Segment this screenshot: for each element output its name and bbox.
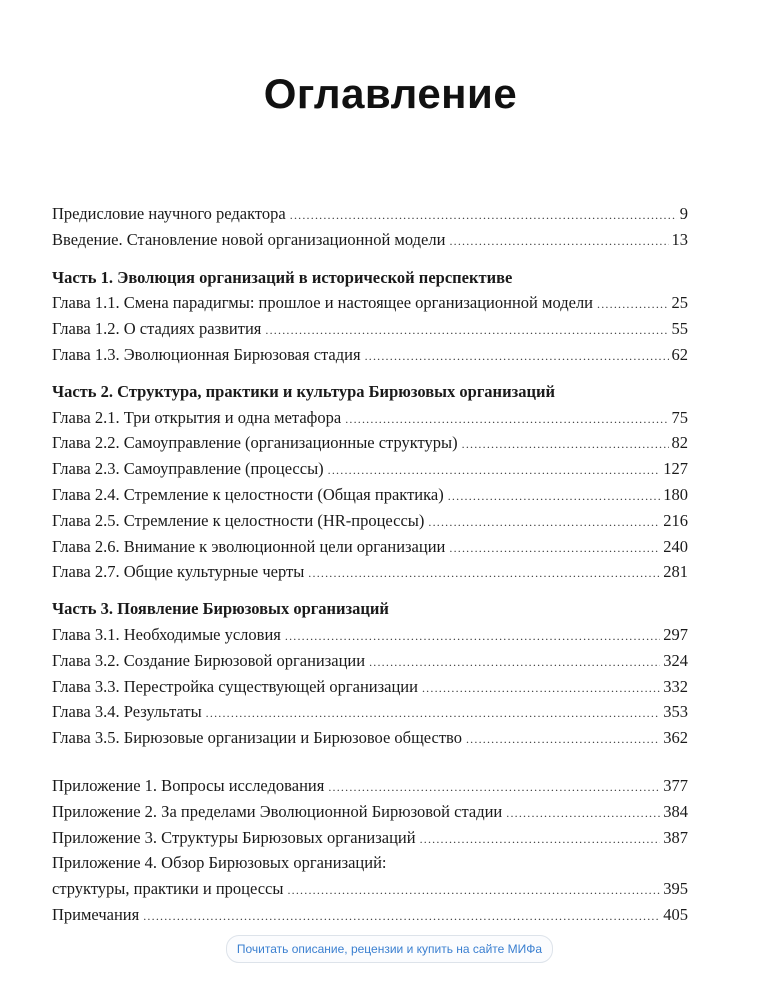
toc-entry-preface[interactable] <box>52 201 688 227</box>
toc-entry-title: Глава 2.7. Общие культурные черты <box>52 562 305 582</box>
toc-entry-chapter[interactable] <box>52 456 688 482</box>
toc-entry-title: Глава 1.1. Смена парадигмы: прошлое и настоящее организационной модели <box>52 293 594 313</box>
toc-entry-title: Введение. Становление новой организационной модели <box>52 229 446 249</box>
toc-entry-title: Предисловие научного редактора <box>52 204 286 223</box>
leader-dots <box>449 227 668 253</box>
toc-entry-title: Глава 3.2. Создание Бирюзовой организации <box>52 650 366 670</box>
toc-entry-title: Глава 1.3. Эволюционная Бирюзовая стадия <box>52 344 361 364</box>
leader-dots <box>597 290 668 316</box>
toc-entry-chapter[interactable] <box>52 316 688 342</box>
toc-entry-chapter[interactable] <box>52 290 688 316</box>
toc-entry-page: 127 <box>663 459 688 479</box>
toc-entry-title: Глава 2.6. Внимание к эволюционной цели организации <box>52 536 446 556</box>
toc-entry-chapter[interactable] <box>52 674 688 700</box>
toc-entry-title: Глава 2.5. Стремление к целостности (HR-процессы) <box>52 510 425 530</box>
leader-dots <box>365 342 669 368</box>
toc-entry-page: 353 <box>663 702 688 722</box>
toc-entry-page: 332 <box>663 676 688 696</box>
toc-entry-chapter[interactable] <box>52 699 688 725</box>
table-of-contents <box>52 201 688 928</box>
toc-entry-title: Глава 3.5. Бирюзовые организации и Бирюзовое общество <box>52 728 462 748</box>
toc-entry-appendix-4-line-1[interactable]: Приложение 4. Обзор Бирюзовых организаций: <box>52 853 387 873</box>
toc-entry-chapter[interactable] <box>52 559 688 585</box>
leader-dots <box>345 405 668 431</box>
toc-entry-chapter[interactable] <box>52 405 688 431</box>
part-3-heading: Часть 3. Появление Бирюзовых организаций <box>52 599 389 619</box>
toc-entry-page: 62 <box>671 344 688 364</box>
toc-entry-title: Глава 3.3. Перестройка существующей организации <box>52 676 418 696</box>
toc-entry-chapter[interactable] <box>52 534 688 560</box>
toc-entry-page: 405 <box>663 904 688 924</box>
toc-entry-page: 55 <box>671 319 688 339</box>
toc-entry-title: Глава 2.4. Стремление к целостности (Общая практика) <box>52 484 444 504</box>
toc-entry-appendix[interactable] <box>52 773 688 799</box>
toc-entry-title: Приложение 1. Вопросы исследования <box>52 775 325 795</box>
toc-entry-page: 395 <box>663 879 688 899</box>
toc-entry-title: Приложение 2. За пределами Эволюционной Бирюзовой стадии <box>52 801 503 821</box>
toc-entry-notes[interactable] <box>52 902 688 928</box>
leader-dots <box>290 201 677 227</box>
toc-entry-chapter[interactable] <box>52 725 688 751</box>
leader-dots <box>420 825 661 851</box>
toc-entry-page: 281 <box>663 562 688 582</box>
toc-entry-title: Глава 2.2. Самоуправление (организационные структуры) <box>52 433 458 453</box>
toc-entry-page: 82 <box>671 433 688 453</box>
toc-entry-page: 180 <box>663 484 688 504</box>
toc-entry-title: структуры, практики и процессы <box>52 879 284 899</box>
toc-entry-page: 13 <box>671 229 688 249</box>
toc-entry-title: Глава 2.1. Три открытия и одна метафора <box>52 407 342 427</box>
toc-entry-page: 387 <box>663 827 688 847</box>
part-1-heading: Часть 1. Эволюция организаций в исторической перспективе <box>52 267 513 287</box>
leader-dots <box>328 773 660 799</box>
toc-entry-chapter[interactable] <box>52 508 688 534</box>
leader-dots <box>285 622 660 648</box>
toc-entry-title: Глава 3.4. Результаты <box>52 702 202 722</box>
leader-dots <box>265 316 668 342</box>
toc-entry-page: 9 <box>679 204 688 223</box>
toc-entry-chapter[interactable] <box>52 648 688 674</box>
toc-entry-chapter[interactable] <box>52 430 688 456</box>
leader-dots <box>448 482 661 508</box>
leader-dots <box>369 648 660 674</box>
toc-entry-title: Примечания <box>52 904 140 924</box>
leader-dots <box>422 674 660 700</box>
toc-entry-appendix[interactable] <box>52 799 688 825</box>
toc-entry-title: Глава 1.2. О стадиях развития <box>52 319 262 339</box>
toc-entry-title: Глава 2.3. Самоуправление (процессы) <box>52 459 324 479</box>
toc-entry-page: 75 <box>671 407 688 427</box>
toc-entry-page: 362 <box>663 728 688 748</box>
leader-dots <box>506 799 660 825</box>
publisher-link[interactable]: Почитать описание, рецензии и купить на сайте МИФа <box>226 935 553 963</box>
leader-dots <box>462 430 669 456</box>
toc-entry-chapter[interactable] <box>52 622 688 648</box>
toc-entry-appendix-4[interactable] <box>52 876 688 902</box>
toc-entry-page: 377 <box>663 775 688 795</box>
toc-entry-appendix[interactable] <box>52 825 688 851</box>
toc-entry-page: 384 <box>663 801 688 821</box>
leader-dots <box>466 725 660 751</box>
toc-entry-chapter[interactable] <box>52 482 688 508</box>
toc-entry-title: Глава 3.1. Необходимые условия <box>52 624 281 644</box>
toc-entry-title: Приложение 3. Структуры Бирюзовых организаций <box>52 827 416 847</box>
leader-dots <box>143 902 660 928</box>
toc-entry-page: 324 <box>663 650 688 670</box>
toc-entry-chapter[interactable] <box>52 342 688 368</box>
leader-dots <box>308 559 660 585</box>
toc-entry-page: 240 <box>663 536 688 556</box>
page-title: Оглавление <box>263 70 518 117</box>
toc-entry-introduction[interactable] <box>52 227 688 253</box>
toc-entry-page: 216 <box>663 510 688 530</box>
leader-dots <box>328 456 661 482</box>
leader-dots <box>449 534 660 560</box>
leader-dots <box>206 699 661 725</box>
leader-dots <box>428 508 660 534</box>
toc-entry-page: 25 <box>671 293 688 313</box>
part-2-heading: Часть 2. Структура, практики и культура Бирюзовых организаций <box>52 381 555 401</box>
leader-dots <box>287 876 660 902</box>
toc-entry-page: 297 <box>663 624 688 644</box>
